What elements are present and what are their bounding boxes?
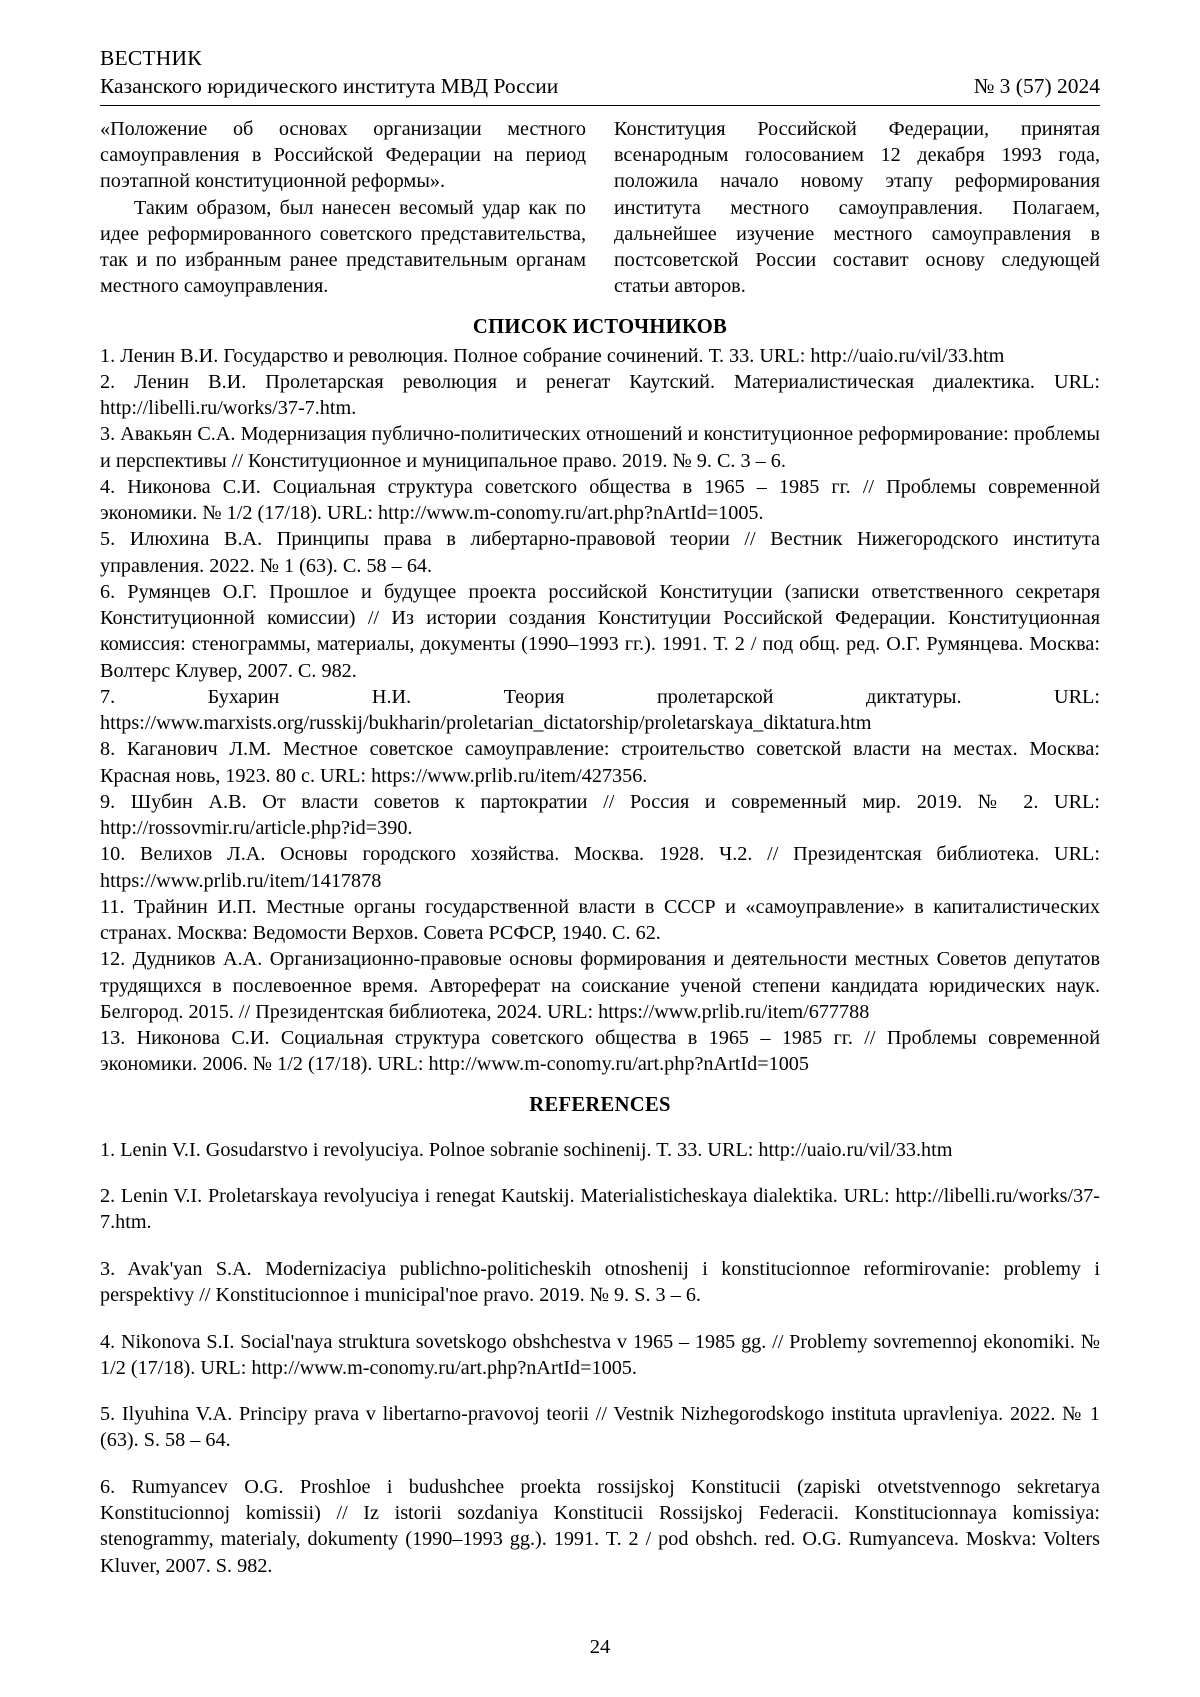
paragraph: Конституция Российской Федерации, принятая всенародным голосованием 12 декабря 1993 года, положила начало новому этапу реформирования института местного самоуправления. Полагаем, дальнейшее изучение местного самоуправления в постсоветской России составит основу следующей статьи авторов.	[614, 117, 1100, 298]
paragraph: Таким образом, был нанесен весомый удар как по идее реформированного советского представительства, так и по избранным ранее представительным органам местного самоуправления.	[100, 196, 586, 298]
reference-item: 2. Lenin V.I. Proletarskaya revolyuciya i renegat Kautskij. Materialisticheskaya dialektika. URL: http://libelli.ru/works/37-7.htm.	[100, 1185, 1100, 1234]
paragraph: «Положение об основах организации местного самоуправления в Российской Федерации на период поэтапной конституционной реформы».	[100, 117, 586, 193]
reference-item: 3. Авакьян С.А. Модернизация публично-политических отношений и конституционное реформирование: проблемы и перспективы // Конституционное и муниципальное право. 2019. № 9. С. 3 – 6.	[100, 423, 1100, 472]
sources-heading: СПИСОК ИСТОЧНИКОВ	[472, 315, 728, 338]
reference-item: 4. Никонова С.И. Социальная структура советского общества в 1965 – 1985 гг. // Проблемы современной экономики. № 1/2 (17/18). URL: http://www.m-conomy.ru/art.php?nArtId=1005.	[100, 475, 1100, 524]
references-heading: REFERENCES	[529, 1093, 671, 1116]
reference-item: 12. Дудников А.А. Организационно-правовые основы формирования и деятельности местных Советов депутатов трудящихся в послевоенное время. Автореферат на соискание ученой степени кандидата юридических наук. Белгород. 2015. // Президентская библиотека, 2024. URL: https://www.prlib.ru/item/677788	[100, 948, 1100, 1023]
reference-item: 4. Nikonova S.I. Social'naya struktura sovetskogo obshchestva v 1965 – 1985 gg. // Problemy sovremennoj ekonomiki. № 1/2 (17/18). URL: http://www.m-conomy.ru/art.php?nArtId=1005.	[100, 1330, 1100, 1379]
reference-item: 11. Трайнин И.П. Местные органы государственной власти в СССР и «самоуправление» в капиталистических странах. Москва: Ведомости Верхов. Совета РСФСР, 1940. С. 62.	[100, 895, 1100, 944]
two-column-body	[100, 116, 1100, 300]
page-header	[100, 44, 1100, 106]
left-column	[100, 116, 586, 300]
sources-list	[100, 343, 1100, 1078]
issue-number: № 3 (57) 2024	[973, 74, 1100, 99]
reference-item: 6. Rumyancev O.G. Proshloe i budushchee proekta rossijskoj Konstitucii (zapiski otvetstvennogo sekretarya Konstitucionnoj komissii) // Iz istorii sozdaniya Konstitucii Rossijskoj Federacii. Konstitucionnaya komissiya: stenogrammy, materialy, dokumenty (1990–1993 gg.). 1991. T. 2 / pod obshch. red. O.G. Rumyanceva. Moskva: Volters Kluver, 2007. S. 982.	[100, 1475, 1100, 1577]
page-number: 24	[589, 1636, 611, 1658]
reference-item: 10. Велихов Л.А. Основы городского хозяйства. Москва. 1928. Ч.2. // Президентская библиотека. URL: https://www.prlib.ru/item/1417878	[100, 843, 1100, 892]
journal-subtitle: Казанского юридического института МВД России	[100, 74, 559, 99]
reference-item: 1. Ленин В.И. Государство и революция. Полное собрание сочинений. Т. 33. URL: http://uaio.ru/vil/33.htm	[100, 344, 1005, 367]
reference-item: 3. Avak'yan S.A. Modernizaciya publichno-politicheskih otnoshenij i konstitucionnoe reformirovanie: problemy i perspektivy // Konstitucionnoe i municipal'noe pravo. 2019. № 9. S. 3 – 6.	[100, 1257, 1100, 1307]
reference-item: 5. Ilyuhina V.A. Principy prava v libertarno-pravovoj teorii // Vestnik Nizhegorodskogo instituta upravleniya. 2022. № 1 (63). S. 58 – 64.	[100, 1403, 1100, 1452]
reference-item: 7. Бухарин Н.И. Теория пролетарской диктатуры. URL: https://www.marxists.org/russkij/bukharin/proletarian_dictatorship/proletarskaya_diktatura.htm	[100, 685, 1100, 734]
right-column	[614, 116, 1100, 300]
journal-title: ВЕСТНИК	[100, 46, 202, 70]
reference-item: 2. Ленин В.И. Пролетарская революция и ренегат Каутский. Материалистическая диалектика. URL: http://libelli.ru/works/37-7.htm.	[100, 370, 1100, 419]
reference-item: 13. Никонова С.И. Социальная структура советского общества в 1965 – 1985 гг. // Проблемы современной экономики. 2006. № 1/2 (17/18). URL: http://www.m-conomy.ru/art.php?nArtId=1005	[100, 1027, 1100, 1076]
reference-item: 5. Илюхина В.А. Принципы права в либертарно-правовой теории // Вестник Нижегородского института управления. 2022. № 1 (63). С. 58 – 64.	[100, 528, 1100, 577]
reference-item: 9. Шубин А.В. От власти советов к партократии // Россия и современный мир. 2019. № 2. URL: http://rossovmir.ru/article.php?id=390.	[100, 790, 1100, 839]
reference-item: 1. Lenin V.I. Gosudarstvo i revolyuciya. Polnoe sobranie sochinenij. T. 33. URL: http://uaio.ru/vil/33.htm	[100, 1138, 953, 1161]
header-divider	[100, 105, 1100, 106]
references-list	[100, 1137, 1100, 1579]
reference-item: 8. Каганович Л.М. Местное советское самоуправление: строительство советской власти на местах. Москва: Красная новь, 1923. 80 с. URL: https://www.prlib.ru/item/427356.	[100, 738, 1100, 787]
reference-item: 6. Румянцев О.Г. Прошлое и будущее проекта российской Конституции (записки ответственного секретаря Конституционной комиссии) // Из истории создания Конституции Российской Федерации. Конституционная комиссия: стенограммы, материалы, документы (1990–1993 гг.). 1991. Т. 2 / под общ. ред. О.Г. Румянцева. Москва: Волтерс Клувер, 2007. С. 982.	[100, 580, 1100, 682]
